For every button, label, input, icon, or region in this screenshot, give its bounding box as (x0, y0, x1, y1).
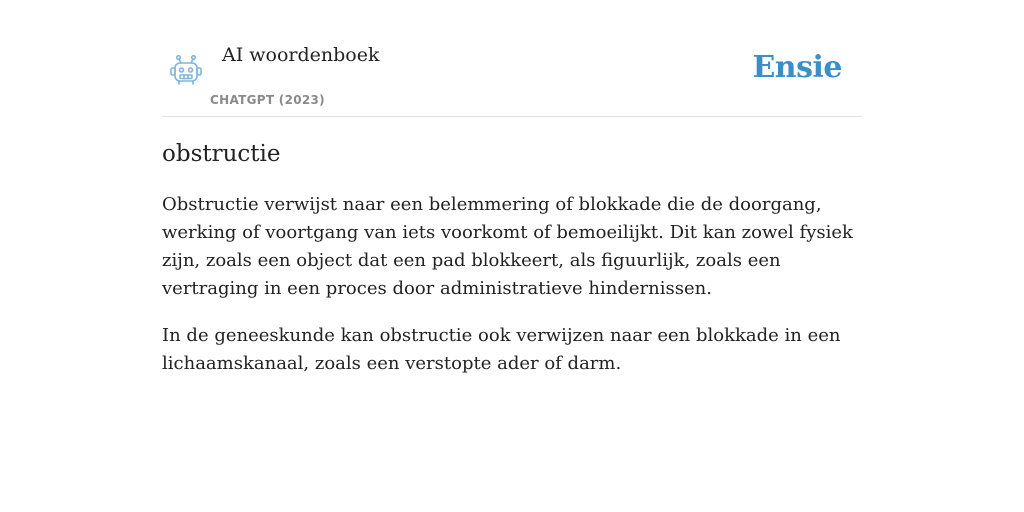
definition-paragraph: In de geneeskunde kan obstructie ook verwijzen naar een blokkade in een lichaamskanaal, zoals een verstopte ader of darm. (162, 325, 841, 374)
header (162, 0, 862, 117)
entry-term: obstructie (162, 141, 281, 167)
dictionary-title[interactable]: AI woordenboek (222, 44, 380, 66)
definition-paragraph: Obstructie verwijst naar een belemmering of blokkade die de doorgang, werking of voortgang van iets voorkomt of bemoeilijkt. Dit kan zowel fysiek zijn, zoals een object dat een pad blokkeert, als figuurlijk, zoals een vertraging in een proces door administratieve hindernissen. (162, 194, 853, 299)
brand-logo[interactable]: Ensie (752, 50, 842, 85)
source-label: CHATGPT (2023) (210, 93, 325, 107)
robot-icon (166, 50, 206, 90)
definition (162, 191, 862, 378)
entry-page (162, 0, 862, 378)
